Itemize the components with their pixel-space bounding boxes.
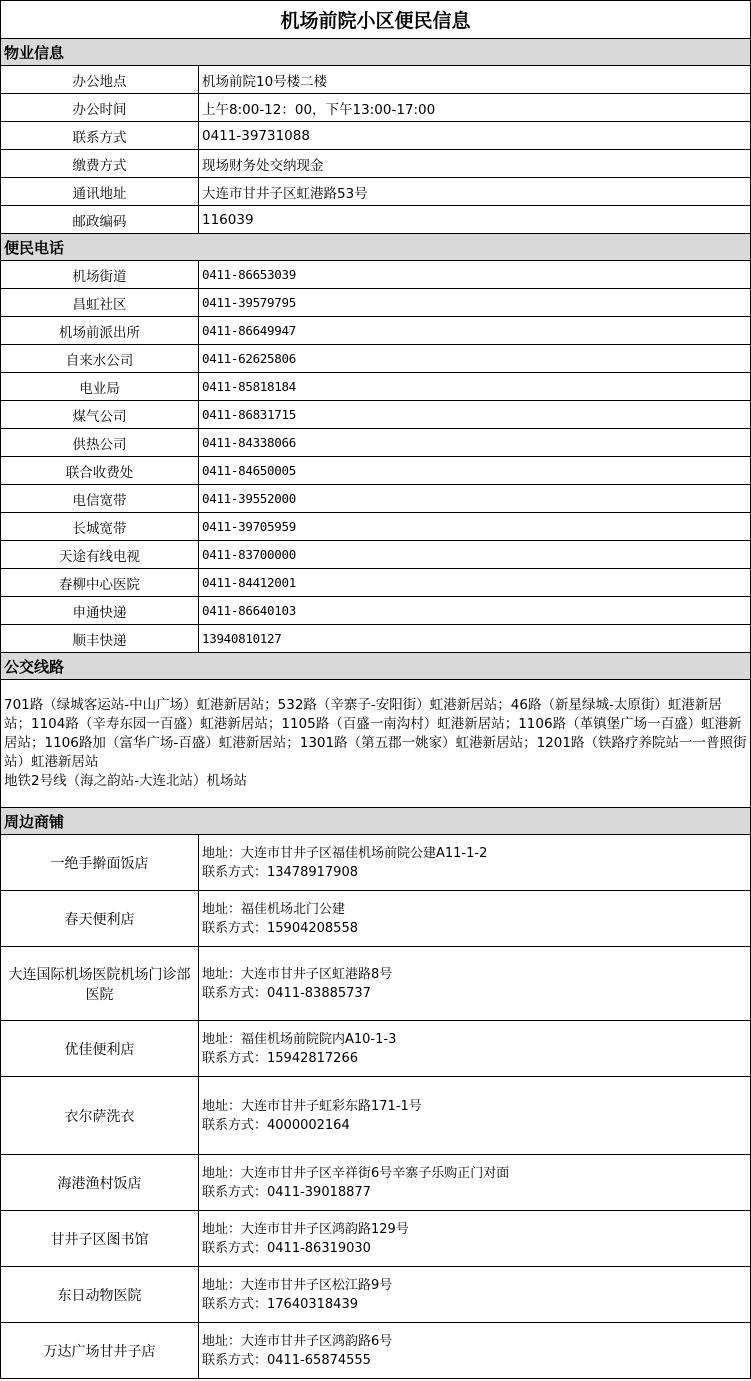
shop-contact: 联系方式：17640318439	[202, 1296, 358, 1312]
phone-row	[1, 429, 751, 457]
shop-info	[199, 891, 751, 947]
phone-label: 昌虹社区	[1, 289, 199, 317]
phone-label: 自来水公司	[1, 345, 199, 373]
property-row	[1, 178, 751, 206]
phone-row	[1, 513, 751, 541]
page-title: 机场前院小区便民信息	[1, 1, 751, 39]
phone-label: 机场前派出所	[1, 317, 199, 345]
property-row	[1, 122, 751, 150]
phone-row	[1, 345, 751, 373]
phone-label: 申通快递	[1, 597, 199, 625]
property-label: 办公地点	[1, 66, 199, 94]
property-row	[1, 150, 751, 178]
shop-address: 地址：大连市甘井子区辛祥街6号辛寨子乐购正门对面	[202, 1165, 510, 1181]
bus-lines-text: 701路（绿城客运站-中山广场）虹港新居站；532路（辛寨子-安阳街）虹港新居站；46路（新星绿城-太原街）虹港新居站；1104路（辛寿东园一百盛）虹港新居站；1105路（百盛一南沟村）虹港新居站；1106路（革镇堡广场一百盛）虹港新居站；1106路加（富华广场-百盛）虹港新居站；1301路（第五郡一姚家）虹港新居站；1201路（铁路疗养院站一一普照街站）虹港新居站	[4, 697, 747, 770]
shop-name: 甘井子区图书馆	[1, 1211, 199, 1267]
property-label: 办公时间	[1, 94, 199, 122]
shop-address: 地址：福佳机场北门公建	[202, 901, 346, 917]
phone-number: 0411-86649947	[199, 317, 751, 345]
property-row	[1, 94, 751, 122]
phone-row	[1, 597, 751, 625]
shop-contact: 联系方式：15904208558	[202, 920, 358, 936]
metro-line-text: 地铁2号线（海之韵站-大连北站）机场站	[4, 773, 247, 789]
phone-number: 13940810127	[199, 625, 751, 653]
phone-number: 0411-86653039	[199, 261, 751, 289]
property-label: 缴费方式	[1, 150, 199, 178]
shop-row	[1, 1211, 751, 1267]
property-value: 机场前院10号楼二楼	[199, 66, 751, 94]
phone-number: 0411-84338066	[199, 429, 751, 457]
shop-row	[1, 947, 751, 1021]
phone-label: 天途有线电视	[1, 541, 199, 569]
shop-name: 大连国际机场医院机场门诊部医院	[1, 947, 199, 1021]
shop-name: 春天便利店	[1, 891, 199, 947]
phone-row	[1, 457, 751, 485]
phone-number: 0411-86640103	[199, 597, 751, 625]
shop-address: 地址：大连市甘井子区松江路9号	[202, 1277, 393, 1293]
shop-contact: 联系方式：0411-83885737	[202, 985, 371, 1001]
shop-contact: 联系方式：0411-86319030	[202, 1240, 371, 1256]
phone-row	[1, 261, 751, 289]
shop-info	[199, 947, 751, 1021]
section-bus-header: 公交线路	[1, 653, 751, 680]
shop-address: 地址：大连市甘井子区鸿韵路129号	[202, 1221, 409, 1237]
property-value: 大连市甘井子区虹港路53号	[199, 178, 751, 206]
shop-name: 东日动物医院	[1, 1267, 199, 1323]
shop-info	[199, 1155, 751, 1211]
phone-number: 0411-84650005	[199, 457, 751, 485]
shop-info	[199, 1323, 751, 1379]
shop-name: 海港渔村饭店	[1, 1155, 199, 1211]
shop-row	[1, 1155, 751, 1211]
phone-row	[1, 625, 751, 653]
property-value: 116039	[199, 206, 751, 234]
phone-number: 0411-39579795	[199, 289, 751, 317]
phone-number: 0411-83700000	[199, 541, 751, 569]
shop-contact: 联系方式：0411-39018877	[202, 1184, 371, 1200]
shop-row	[1, 891, 751, 947]
phone-row	[1, 569, 751, 597]
property-label: 通讯地址	[1, 178, 199, 206]
shop-name: 万达广场甘井子店	[1, 1323, 199, 1379]
shop-contact: 联系方式：4000002164	[202, 1117, 350, 1133]
shop-row	[1, 835, 751, 891]
phone-label: 电信宽带	[1, 485, 199, 513]
shop-name: 优佳便利店	[1, 1021, 199, 1077]
shop-row	[1, 1267, 751, 1323]
phone-number: 0411-62625806	[199, 345, 751, 373]
phone-label: 联合收费处	[1, 457, 199, 485]
section-phones-header: 便民电话	[1, 234, 751, 261]
section-property-header: 物业信息	[1, 39, 751, 66]
shop-address: 地址：福佳机场前院院内A10-1-3	[202, 1031, 397, 1047]
property-row	[1, 66, 751, 94]
phone-label: 电业局	[1, 373, 199, 401]
property-value: 现场财务处交纳现金	[199, 150, 751, 178]
phone-label: 顺丰快递	[1, 625, 199, 653]
shop-info	[199, 1021, 751, 1077]
shop-address: 地址：大连市甘井子区福佳机场前院公建A11-1-2	[202, 845, 488, 861]
shop-info	[199, 1267, 751, 1323]
shop-name: 一绝手擀面饭店	[1, 835, 199, 891]
shop-info	[199, 1211, 751, 1267]
shop-address: 地址：大连市甘井子区虹港路8号	[202, 966, 393, 982]
phone-label: 煤气公司	[1, 401, 199, 429]
phone-row	[1, 289, 751, 317]
shop-row	[1, 1077, 751, 1155]
phone-row	[1, 401, 751, 429]
phone-number: 0411-39552000	[199, 485, 751, 513]
shop-name: 衣尔萨洗衣	[1, 1077, 199, 1155]
phone-number: 0411-39705959	[199, 513, 751, 541]
shop-info	[199, 835, 751, 891]
property-value: 上午8:00-12：00，下午13:00-17:00	[199, 94, 751, 122]
property-row	[1, 206, 751, 234]
phone-label: 春柳中心医院	[1, 569, 199, 597]
phone-number: 0411-86831715	[199, 401, 751, 429]
property-value: 0411-39731088	[199, 122, 751, 150]
shop-address: 地址：大连市甘井子虹彩东路171-1号	[202, 1098, 422, 1114]
shop-contact: 联系方式：13478917908	[202, 864, 358, 880]
property-label: 邮政编码	[1, 206, 199, 234]
phone-number: 0411-85818184	[199, 373, 751, 401]
phone-row	[1, 541, 751, 569]
phone-label: 长城宽带	[1, 513, 199, 541]
shop-contact: 联系方式：0411-65874555	[202, 1352, 371, 1368]
shop-row	[1, 1323, 751, 1379]
phone-label: 机场街道	[1, 261, 199, 289]
shop-address: 地址：大连市甘井子区鸿韵路6号	[202, 1333, 393, 1349]
phone-number: 0411-84412001	[199, 569, 751, 597]
phone-row	[1, 317, 751, 345]
phone-row	[1, 485, 751, 513]
shop-row	[1, 1021, 751, 1077]
phone-label: 供热公司	[1, 429, 199, 457]
shop-info	[199, 1077, 751, 1155]
property-label: 联系方式	[1, 122, 199, 150]
section-shops-header: 周边商铺	[1, 808, 751, 835]
bus-lines-cell	[1, 680, 751, 808]
phone-row	[1, 373, 751, 401]
shop-contact: 联系方式：15942817266	[202, 1050, 358, 1066]
